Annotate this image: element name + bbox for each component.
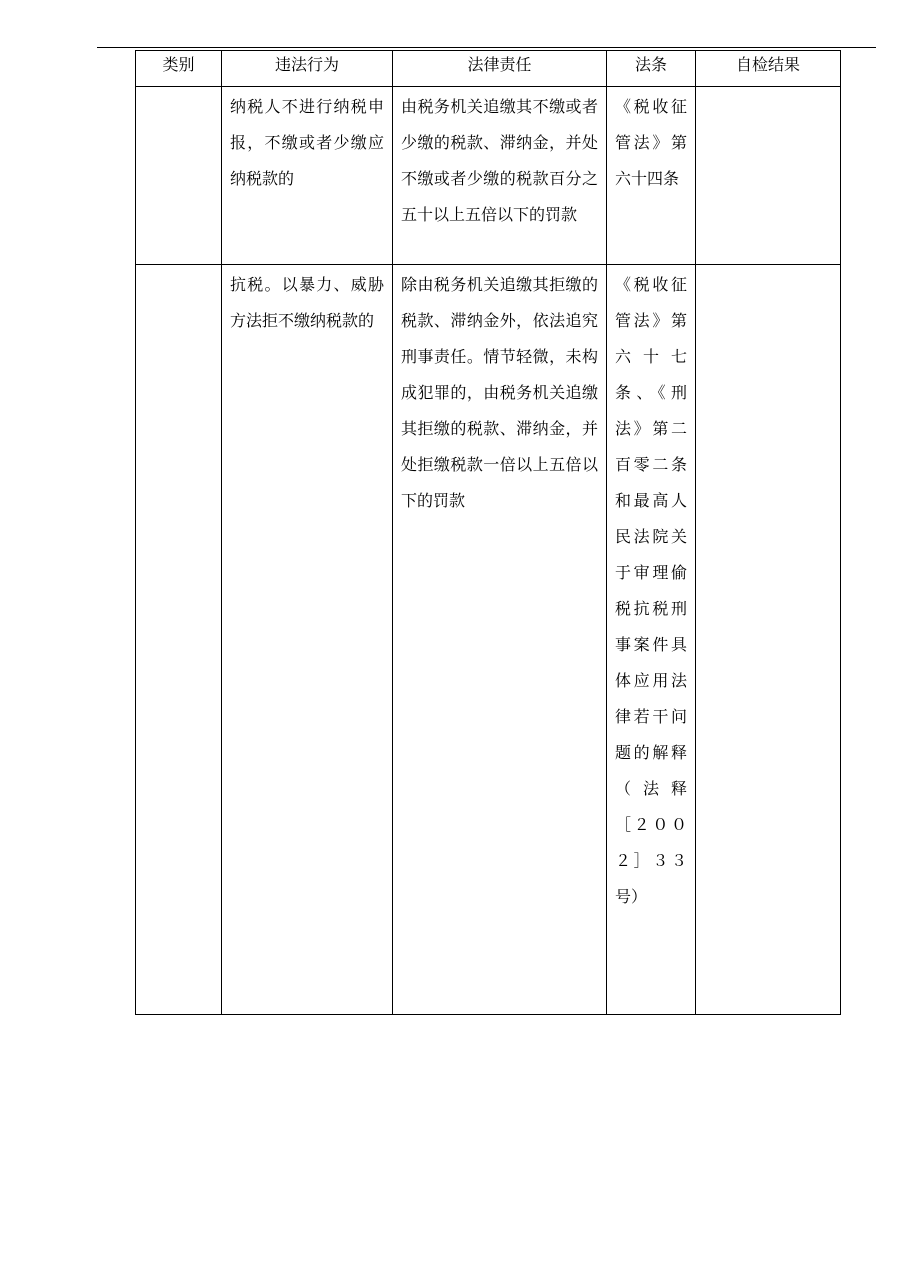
cell-article bbox=[607, 87, 696, 265]
table-row bbox=[136, 265, 841, 1015]
compliance-table bbox=[135, 50, 841, 1015]
cell-category-text bbox=[136, 87, 221, 89]
header-result: 自检结果 bbox=[696, 51, 841, 87]
header-behavior: 违法行为 bbox=[222, 51, 393, 87]
cell-result-text bbox=[696, 265, 840, 267]
cell-behavior-text: 纳税人不进行纳税申报，不缴或者少缴应纳税款的 bbox=[230, 97, 384, 188]
cell-behavior bbox=[222, 265, 393, 1015]
cell-liability-text: 由税务机关追缴其不缴或者少缴的税款、滞纳金，并处不缴或者少缴的税款百分之五十以上五倍以下的罚款 bbox=[401, 97, 598, 224]
cell-category-text bbox=[136, 265, 221, 267]
cell-liability bbox=[393, 265, 607, 1015]
header-row bbox=[136, 51, 841, 87]
cell-liability bbox=[393, 87, 607, 265]
cell-article-text: 《税收征管法》第六十七条、《刑法》第二百零二条和最高人民法院关于审理偷税抗税刑事案件具体应用法律若干问题的解释（法释［２００２］３３号） bbox=[615, 275, 687, 906]
cell-category bbox=[136, 87, 222, 265]
header-liability: 法律责任 bbox=[393, 51, 607, 87]
cell-article-text: 《税收征管法》第六十四条 bbox=[615, 97, 687, 188]
header-category: 类别 bbox=[136, 51, 222, 87]
cell-behavior bbox=[222, 87, 393, 265]
cell-result bbox=[696, 265, 841, 1015]
cell-category bbox=[136, 265, 222, 1015]
cell-article bbox=[607, 265, 696, 1015]
cell-liability-text: 除由税务机关追缴其拒缴的税款、滞纳金外，依法追究刑事责任。情节轻微，未构成犯罪的，由税务机关追缴其拒缴的税款、滞纳金，并处拒缴税款一倍以上五倍以下的罚款 bbox=[401, 275, 598, 510]
cell-result-text bbox=[696, 87, 840, 89]
header-article: 法条 bbox=[607, 51, 696, 87]
table-row bbox=[136, 87, 841, 265]
cell-behavior-text: 抗税。以暴力、威胁方法拒不缴纳税款的 bbox=[230, 275, 384, 330]
cell-result bbox=[696, 87, 841, 265]
top-rule bbox=[97, 47, 876, 48]
